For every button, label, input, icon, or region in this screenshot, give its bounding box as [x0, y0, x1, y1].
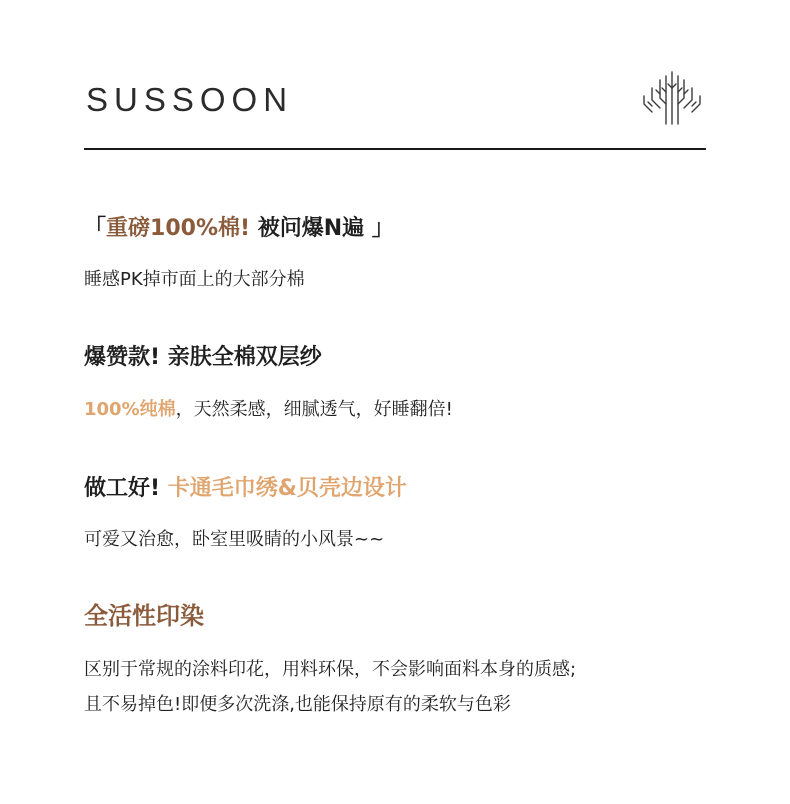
- section3-heading-lead: 做工好!: [84, 476, 161, 501]
- section1-highlight: 重磅100%棉!: [106, 216, 251, 241]
- open-bracket: 「: [84, 216, 107, 241]
- section1-heading: [84, 214, 394, 244]
- section2-heading: 爆赞款! 亲肤全棉双层纱: [84, 345, 322, 370]
- section1-body: 睡感PK掉市面上的大部分棉: [84, 269, 305, 290]
- section4-body-line1: 区别于常规的涂料印花，用料环保，不会影响面料本身的质感;: [84, 659, 577, 680]
- section2-body-highlight: 100%纯棉: [84, 399, 176, 420]
- section2-body: [84, 397, 453, 423]
- brand-name: SUSSOON: [86, 81, 294, 118]
- section1-heading-rest: 被问爆N遍: [257, 216, 365, 241]
- section4-body-line2: 且不易掉色!即便多次洗涤,也能保持原有的柔软与色彩: [84, 694, 511, 715]
- close-bracket: 」: [371, 216, 394, 241]
- header-divider: [84, 148, 706, 150]
- section2-body-rest: ，天然柔感，细腻透气，好睡翻倍!: [175, 399, 453, 420]
- section3-heading-highlight: 卡通毛巾绣&贝壳边设计: [167, 476, 407, 501]
- section4-heading: 全活性印染: [84, 602, 204, 630]
- tree-icon: [640, 64, 704, 128]
- section3-body: 可爱又治愈，卧室里吸睛的小风景~~: [84, 529, 385, 550]
- section3-heading: [84, 474, 407, 504]
